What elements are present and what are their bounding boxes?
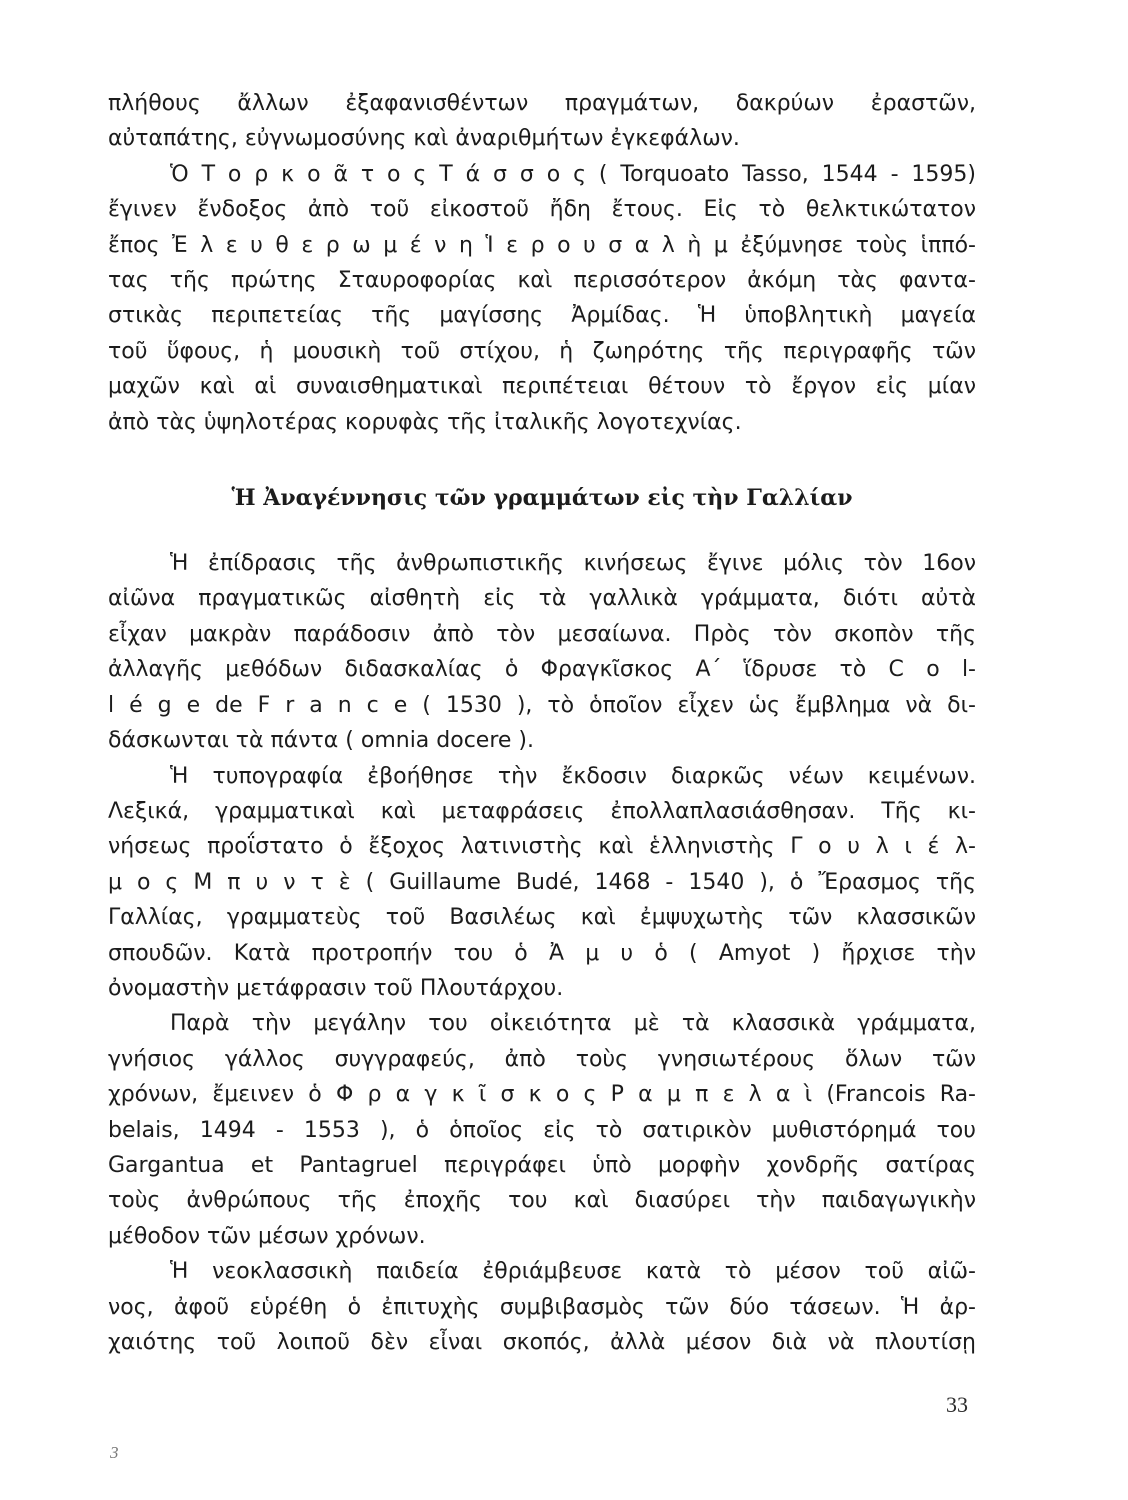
- text-line: πλήθους ἄλλων ἐξαφανισθέντων πραγμάτων, δακρύων ἐραστῶν,: [108, 91, 976, 116]
- page-number: 33: [946, 1392, 968, 1417]
- text-line: Ἡ τυπογραφία ἐβοήθησε τὴν ἔκδοσιν διαρκῶς νέων κειμένων.: [170, 763, 976, 789]
- text-line: εἶχαν μακρὰν παράδοσιν ἀπὸ τὸν μεσαίωνα. Πρὸς τὸν σκοπὸν τῆς: [108, 621, 976, 647]
- text-line: μέθοδον τῶν μέσων χρόνων.: [108, 1223, 426, 1249]
- paragraph-printing: [108, 759, 976, 1007]
- text-line: ἀπὸ τὰς ὑψηλοτέρας κορυφὰς τῆς ἰταλικῆς λογοτεχνίας.: [108, 409, 742, 435]
- text-line: ὀνομαστὴν μετάφρασιν τοῦ Πλουτάρχου.: [108, 975, 564, 1001]
- text-line: τας τῆς πρώτης Σταυροφορίας καὶ περισσότερον ἀκόμη τὰς φαντα-: [108, 268, 976, 294]
- signature-mark: 3: [110, 1443, 119, 1462]
- text-line: Γαλλίας, γραμματεὺς τοῦ Βασιλέως καὶ ἐμψυχωτὴς τῶν κλασσικῶν: [108, 905, 976, 931]
- text-line: ἔπος Ἐ λ ε υ θ ε ρ ω μ έ ν η Ἱ ε ρ ο υ σ α λ ὴ μ ἐξύμνησε τοὺς ἱππό-: [108, 232, 976, 258]
- text-line: τοῦ ὕφους, ἡ μουσικὴ τοῦ στίχου, ἡ ζωηρότης τῆς περιγραφῆς τῶν: [108, 338, 976, 364]
- section-heading: Ἡ Ἀναγέννησις τῶν γραμμάτων εἰς τὴν Γαλλίαν: [231, 485, 853, 512]
- paragraph-neoclassical: [108, 1254, 976, 1360]
- text-line: δάσκωνται τὰ πάντα ( omnia docere ).: [108, 728, 535, 754]
- text-line: Παρὰ τὴν μεγάλην του οἰκειότητα μὲ τὰ κλασσικὰ γράμματα,: [170, 1011, 976, 1037]
- text-line: στικὰς περιπετείας τῆς μαγίσσης Ἀρμίδας. Ἡ ὑποβλητικὴ μαγεία: [108, 303, 976, 329]
- text-line: αἰῶνα πραγματικῶς αἰσθητὴ εἰς τὰ γαλλικὰ γράμματα, διότι αὐτὰ: [108, 586, 976, 612]
- text-line: νος, ἀφοῦ εὑρέθη ὁ ἐπιτυχὴς συμβιβασμὸς τῶν δύο τάσεων. Ἡ ἀρ-: [108, 1294, 976, 1320]
- text-line: Ὁ Τ ο ρ κ ο ᾶ τ ο ς Τ ά σ σ ο ς ( Torquoato Tasso, 1544 - 1595): [170, 161, 976, 187]
- text-line: σπουδῶν. Κατὰ προτροπήν του ὁ Ἀ μ υ ὁ ( Amyot ) ἤρχισε τὴν: [108, 940, 977, 966]
- text-line: l é g e de F r a n c e ( 1530 ), τὸ ὁποῖον εἶχεν ὡς ἔμβλημα νὰ δι-: [108, 692, 976, 718]
- text-line: τοὺς ἀνθρώπους τῆς ἐποχῆς του καὶ διασύρει τὴν παιδαγωγικὴν: [108, 1188, 976, 1214]
- text-line: νήσεως προΐστατο ὁ ἔξοχος λατινιστὴς καὶ ἑλληνιστὴς Γ ο υ λ ι έ λ-: [108, 834, 976, 860]
- text-line: ἀλλαγῆς μεθόδων διδασκαλίας ὁ Φραγκῖσκος Α΄ ἵδρυσε τὸ C o l-: [108, 657, 976, 683]
- text-line: χρόνων, ἔμεινεν ὁ Φ ρ α γ κ ῖ σ κ ο ς Ρ α μ π ε λ α ὶ (Francois Ra-: [108, 1082, 976, 1108]
- text-line: μαχῶν καὶ αἱ συναισθηματικαὶ περιπέτειαι θέτουν τὸ ἔργον εἰς μίαν: [108, 374, 976, 400]
- text-line: αὐταπάτης, εὐγνωμοσύνης καὶ ἀναριθμήτων ἐγκεφάλων.: [108, 126, 740, 152]
- text-line: χαιότης τοῦ λοιποῦ δὲν εἶναι σκοπός, ἀλλὰ μέσον διὰ νὰ πλουτίσῃ: [108, 1330, 976, 1355]
- paragraph-influence: [108, 546, 976, 758]
- text-line: ἔγινεν ἔνδοξος ἀπὸ τοῦ εἰκοστοῦ ἤδη ἔτους. Εἰς τὸ θελκτικώτατον: [108, 197, 976, 223]
- text-line: Ἡ νεοκλασσικὴ παιδεία ἐθριάμβευσε κατὰ τὸ μέσον τοῦ αἰῶ-: [170, 1259, 976, 1285]
- text-line: Λεξικά, γραμματικαὶ καὶ μεταφράσεις ἐπολλαπλασιάσθησαν. Τῆς κι-: [108, 798, 976, 824]
- paragraph-rabelais: [108, 1006, 976, 1254]
- paragraph-intro: [108, 86, 976, 157]
- text-line: Ἡ ἐπίδρασις τῆς ἀνθρωπιστικῆς κινήσεως ἔγινε μόλις τὸν 16ον: [170, 551, 976, 577]
- text-line: Gargantua et Pantagruel περιγράφει ὑπὸ μορφὴν χονδρῆς σατίρας: [108, 1152, 976, 1178]
- paragraph-tasso: [108, 157, 976, 440]
- page-body: [108, 86, 976, 1360]
- text-line: γνήσιος γάλλος συγγραφεύς, ἀπὸ τοὺς γνησιωτέρους ὅλων τῶν: [108, 1046, 976, 1072]
- text-line: belais, 1494 - 1553 ), ὁ ὁποῖος εἰς τὸ σατιρικὸν μυθιστόρημά του: [108, 1117, 976, 1143]
- text-line: μ ο ς Μ π υ ν τ ὲ ( Guillaume Budé, 1468 - 1540 ), ὁ Ἔρασμος τῆς: [108, 869, 976, 895]
